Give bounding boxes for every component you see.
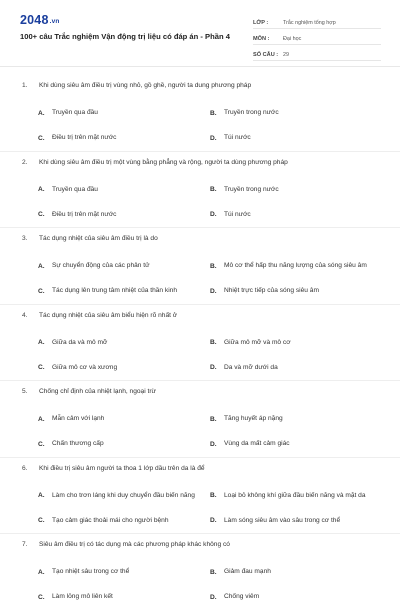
option-b[interactable]: [210, 179, 380, 201]
question-number: 5.: [22, 388, 28, 395]
option-letter: C.: [38, 593, 45, 600]
option-letter: C.: [38, 440, 45, 448]
option-text: Làm lỏng mô liên kết: [52, 593, 113, 600]
option-text: Mẫn cảm với lạnh: [52, 415, 105, 422]
question-number: 2.: [22, 158, 28, 166]
option-d[interactable]: [210, 280, 380, 302]
option-text: Tăng huyết áp nặng: [224, 415, 283, 422]
logo-text: 2048: [20, 13, 49, 27]
option-b[interactable]: [210, 255, 380, 277]
option-letter: C.: [38, 364, 45, 371]
option-letter: D.: [210, 440, 217, 448]
option-b[interactable]: [210, 561, 380, 583]
question-item: [0, 381, 400, 458]
option-c[interactable]: [38, 433, 203, 455]
option-text: Làm sóng siêu âm vào sâu trong cơ thể: [224, 516, 341, 524]
option-a[interactable]: [38, 102, 203, 124]
option-text: Túi nước: [224, 134, 251, 141]
question-stem: [22, 388, 156, 395]
question-item: [0, 152, 400, 229]
option-text: Chấn thương cấp: [52, 440, 104, 447]
question-stem: [22, 235, 158, 242]
option-c[interactable]: [38, 204, 203, 226]
question-number: 7.: [22, 541, 28, 548]
option-b[interactable]: [210, 102, 380, 124]
question-stem: [22, 541, 230, 548]
site-logo[interactable]: [20, 13, 60, 27]
option-c[interactable]: [38, 357, 203, 379]
question-item: [0, 75, 400, 152]
option-letter: B.: [210, 109, 217, 117]
option-text: Làm cho trơn láng khi duy chuyển đầu biến năng: [52, 491, 195, 499]
question-item: [0, 228, 400, 305]
option-text: Truyền trong nước: [224, 185, 279, 193]
option-letter: B.: [210, 568, 217, 576]
meta-key: LỚP :: [253, 20, 269, 26]
option-letter: D.: [210, 134, 217, 142]
option-letter: A.: [38, 186, 45, 193]
option-b[interactable]: [210, 332, 380, 354]
option-c[interactable]: [38, 280, 203, 302]
document-header: [0, 0, 400, 64]
meta-row-subject: [253, 29, 381, 45]
option-letter: A.: [38, 262, 45, 270]
option-text: Giữa mô cơ và xương: [52, 363, 118, 371]
question-text: Siêu âm điều trị có tác dụng mà các phương pháp khác không có: [39, 541, 230, 548]
option-text: Vùng da mất cảm giác: [224, 440, 290, 447]
question-stem: [22, 159, 288, 166]
option-text: Giữa mô mỡ và mô cơ: [224, 338, 291, 346]
question-text: Tác dụng nhiệt của siêu âm điều trị là do: [39, 235, 158, 242]
option-text: Tạo nhiệt sâu trong cơ thể: [52, 568, 130, 575]
question-item: [0, 305, 400, 382]
option-a[interactable]: [38, 485, 203, 507]
meta-value: Đại học: [283, 36, 302, 42]
question-number: 3.: [22, 235, 28, 242]
option-letter: D.: [210, 364, 217, 371]
option-text: Điều trị trên mặt nước: [52, 134, 117, 141]
option-b[interactable]: [210, 485, 380, 507]
option-letter: C.: [38, 134, 45, 142]
option-letter: A.: [38, 109, 45, 117]
option-a[interactable]: [38, 255, 203, 277]
question-stem: [22, 312, 177, 319]
option-letter: D.: [210, 517, 217, 524]
meta-info: [253, 13, 381, 61]
option-letter: B.: [210, 415, 217, 423]
option-text: Giữa da và mô mỡ: [52, 338, 108, 346]
option-d[interactable]: [210, 510, 380, 532]
option-a[interactable]: [38, 332, 203, 354]
question-number: 6.: [22, 464, 28, 472]
option-letter: B.: [210, 262, 217, 270]
option-letter: C.: [38, 287, 45, 295]
option-c[interactable]: [38, 510, 203, 532]
meta-value: Trắc nghiệm tổng hợp: [283, 20, 336, 26]
option-letter: A.: [38, 339, 45, 346]
option-d[interactable]: [210, 357, 380, 379]
question-item: [0, 458, 400, 535]
option-letter: D.: [210, 211, 217, 218]
option-c[interactable]: [38, 586, 203, 600]
option-letter: B.: [210, 339, 217, 346]
option-a[interactable]: [38, 561, 203, 583]
meta-key: MÔN :: [253, 36, 270, 42]
question-stem: [22, 82, 251, 89]
option-text: Truyền trong nước: [224, 109, 279, 116]
option-a[interactable]: [38, 408, 203, 430]
question-number: 1.: [22, 82, 28, 89]
option-d[interactable]: [210, 586, 380, 600]
option-letter: A.: [38, 415, 45, 423]
option-text: Tác dụng lên trung tâm nhiệt của thần kinh: [52, 287, 177, 294]
question-text: Chống chỉ định của nhiệt lạnh, ngoại trừ: [39, 388, 156, 395]
question-text: Khi điều trị siêu âm người ta thoa 1 lớp dầu trên da là để: [39, 464, 205, 472]
option-c[interactable]: [38, 127, 203, 149]
option-d[interactable]: [210, 127, 380, 149]
option-letter: A.: [38, 492, 45, 499]
meta-key: SỐ CÂU :: [253, 52, 279, 58]
option-d[interactable]: [210, 433, 380, 455]
option-letter: D.: [210, 287, 217, 295]
meta-value: 29: [283, 52, 289, 58]
option-d[interactable]: [210, 204, 380, 226]
option-text: Chống viêm: [224, 593, 260, 600]
question-stem: [22, 465, 205, 472]
option-letter: D.: [210, 593, 217, 600]
option-a[interactable]: [38, 179, 203, 201]
option-text: Truyền qua đầu: [52, 109, 98, 116]
option-letter: C.: [38, 211, 45, 218]
header-divider: [0, 66, 400, 67]
question-text: Tác dụng nhiệt của siêu âm biểu hiện rõ nhất ở: [39, 311, 178, 319]
meta-row-count: [253, 45, 381, 61]
option-text: Giảm đau mạnh: [224, 568, 271, 575]
question-list: [0, 75, 400, 600]
option-letter: C.: [38, 517, 45, 524]
option-text: Nhiệt trực tiếp của sóng siêu âm: [224, 287, 319, 294]
option-b[interactable]: [210, 408, 380, 430]
meta-row-class: [253, 13, 381, 29]
document-title: 100+ câu Trắc nghiệm Vận động trị liệu có đáp án - Phần 4: [20, 32, 230, 41]
option-text: Truyền qua đầu: [52, 185, 98, 193]
option-text: Tạo cảm giác thoải mái cho người bệnh: [52, 516, 169, 524]
logo-tld: .vn: [49, 18, 60, 25]
question-text: Khi dùng siêu âm điều trị một vùng bằng phẳng và rộng, người ta dùng phương pháp: [39, 158, 288, 166]
question-number: 4.: [22, 311, 28, 319]
option-letter: B.: [210, 492, 217, 499]
option-text: Túi nước: [224, 210, 251, 218]
option-letter: A.: [38, 568, 45, 576]
question-text: Khi dùng siêu âm điều trị vùng nhỏ, gồ ghề, người ta dung phương pháp: [39, 82, 252, 89]
option-letter: B.: [210, 186, 217, 193]
option-text: Mô cơ thể hấp thu năng lượng của sóng siêu âm: [224, 262, 367, 269]
option-text: Sự chuyển động của các phân tử: [52, 262, 150, 269]
option-text: Điều trị trên mặt nước: [52, 210, 117, 218]
option-text: Da và mỡ dưới da: [224, 363, 278, 371]
question-item: [0, 534, 400, 600]
option-text: Loại bỏ không khí giữa đầu biến năng và mặt da: [224, 491, 366, 499]
